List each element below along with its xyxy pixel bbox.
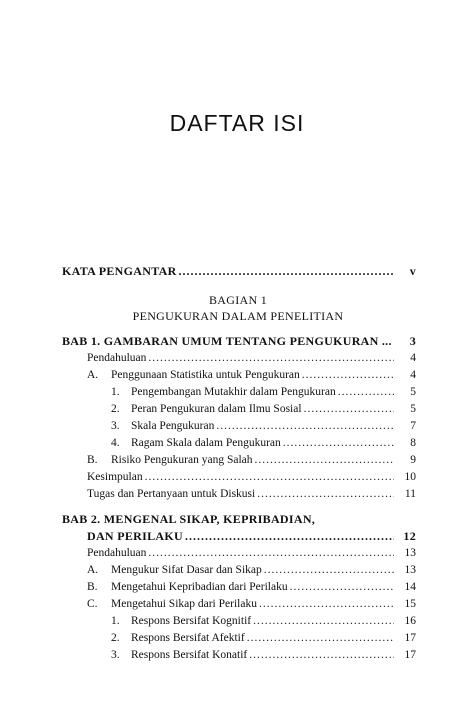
toc-entry-number: A. (87, 369, 99, 381)
dot-leader (216, 418, 394, 435)
dot-leader (304, 401, 394, 418)
toc-entry-number: 4. (111, 437, 120, 449)
dot-leader (145, 469, 394, 486)
toc-entry-number: B. (87, 581, 98, 593)
toc-entry-label: Mengukur Sifat Dasar dan Sikap (111, 564, 262, 576)
toc-entry-number: 3. (111, 649, 120, 661)
toc-entry[interactable] (87, 486, 416, 503)
toc-page-number: 12 (403, 529, 416, 543)
toc-entry-number: C. (87, 598, 98, 610)
toc-entry[interactable] (111, 384, 416, 401)
toc-entry-number: 1. (111, 386, 120, 398)
dot-leader (253, 613, 394, 630)
toc-entry-label: Pengembangan Mutakhir dalam Pengukuran (131, 386, 336, 398)
toc-entry-label: Pendahuluan (87, 547, 147, 559)
dot-leader (148, 545, 394, 562)
toc-page-number: 17 (404, 649, 416, 661)
dot-leader (247, 630, 394, 647)
toc-entry[interactable] (111, 630, 416, 647)
toc-entry[interactable] (87, 350, 416, 367)
toc-entry-label: Kesimpulan (87, 471, 143, 483)
toc-entry[interactable] (111, 647, 416, 664)
toc-entry[interactable] (111, 418, 416, 435)
dot-leader (283, 435, 394, 452)
chapter-title: DAN PERILAKU (87, 529, 183, 543)
toc-page-number: 3 (409, 334, 416, 348)
toc-entry[interactable] (87, 452, 416, 469)
toc-entry-label: Ragam Skala dalam Pengukuran (131, 437, 281, 449)
toc-page-number: v (409, 264, 416, 278)
toc-page-number: 4 (410, 369, 416, 381)
dot-leader (264, 562, 394, 579)
toc-entry-number: A. (87, 564, 99, 576)
toc-entry-label: Penggunaan Statistika untuk Pengukuran (111, 369, 300, 381)
part-heading: BAGIAN 1 (208, 293, 268, 307)
toc-page-number: 16 (404, 615, 416, 627)
dot-leader (255, 452, 395, 469)
toc-entry[interactable] (87, 367, 416, 384)
toc-entry[interactable] (111, 435, 416, 452)
toc-entry-label: Respons Bersifat Konatif (131, 649, 248, 661)
toc-entry-label: Skala Pengukuran (131, 420, 215, 432)
dot-leader (148, 350, 394, 367)
toc-entry-label: Tugas dan Pertanyaan untuk Diskusi (87, 488, 256, 500)
dot-leader (302, 367, 394, 384)
toc-page-number: 14 (404, 581, 416, 593)
toc-entry[interactable] (87, 596, 416, 613)
toc-page-number: 13 (404, 547, 416, 559)
toc-page-number: 13 (404, 564, 416, 576)
toc-entry-label: Risiko Pengukuran yang Salah (111, 454, 253, 466)
toc-entry[interactable] (87, 579, 416, 596)
toc-entry-number: 3. (111, 420, 120, 432)
toc-entry[interactable] (111, 613, 416, 630)
dot-leader (257, 486, 394, 503)
toc-entry-number: 1. (111, 615, 120, 627)
dot-leader (179, 263, 394, 280)
toc-entry[interactable] (111, 401, 416, 418)
toc-entry-kata-pengantar[interactable] (62, 263, 416, 280)
toc-entry-label: Respons Bersifat Afektif (131, 632, 245, 644)
page-title: DAFTAR ISI (169, 110, 305, 136)
toc-entry-label: Peran Pengukuran dalam Ilmu Sosial (131, 403, 302, 415)
chapter-title: BAB 1. GAMBARAN UMUM TENTANG PENGUKURAN ... (62, 334, 392, 348)
toc-entry-label: Respons Bersifat Kognitif (131, 615, 252, 627)
toc-entry-number: 2. (111, 632, 120, 644)
toc-entry[interactable] (87, 562, 416, 579)
toc-entry-number: B. (87, 454, 98, 466)
toc-entry-label: Mengetahui Sikap dari Perilaku (111, 598, 257, 610)
dot-leader (290, 579, 394, 596)
toc-page-number: 15 (404, 598, 416, 610)
toc-page-number: 8 (410, 437, 416, 449)
toc-page-number: 11 (404, 488, 416, 500)
dot-leader (185, 528, 394, 545)
dot-leader (259, 596, 394, 613)
part-title: PENGUKURAN DALAM PENELITIAN (132, 309, 344, 323)
toc-page-number: 9 (410, 454, 416, 466)
toc-page-number: 5 (410, 386, 416, 398)
dot-leader (249, 647, 394, 664)
toc-entry-number: 2. (111, 403, 120, 415)
toc-page-number: 10 (404, 471, 416, 483)
toc-page-number: 7 (410, 420, 416, 432)
toc-chapter-2[interactable] (87, 528, 416, 545)
toc-entry-label: KATA PENGANTAR (62, 264, 177, 278)
toc-page-number: 5 (410, 403, 416, 415)
toc-entry[interactable] (87, 545, 416, 562)
toc-chapter-1[interactable] (62, 333, 416, 350)
dot-leader (338, 384, 394, 401)
toc-entry[interactable] (87, 469, 416, 486)
toc-entry-label: Mengetahui Kepribadian dari Perilaku (111, 581, 288, 593)
chapter-title-line: BAB 2. MENGENAL SIKAP, KEPRIBADIAN, (62, 512, 316, 526)
toc-entry-label: Pendahuluan (87, 352, 147, 364)
toc-page-number: 4 (410, 352, 416, 364)
toc-page-number: 17 (404, 632, 416, 644)
